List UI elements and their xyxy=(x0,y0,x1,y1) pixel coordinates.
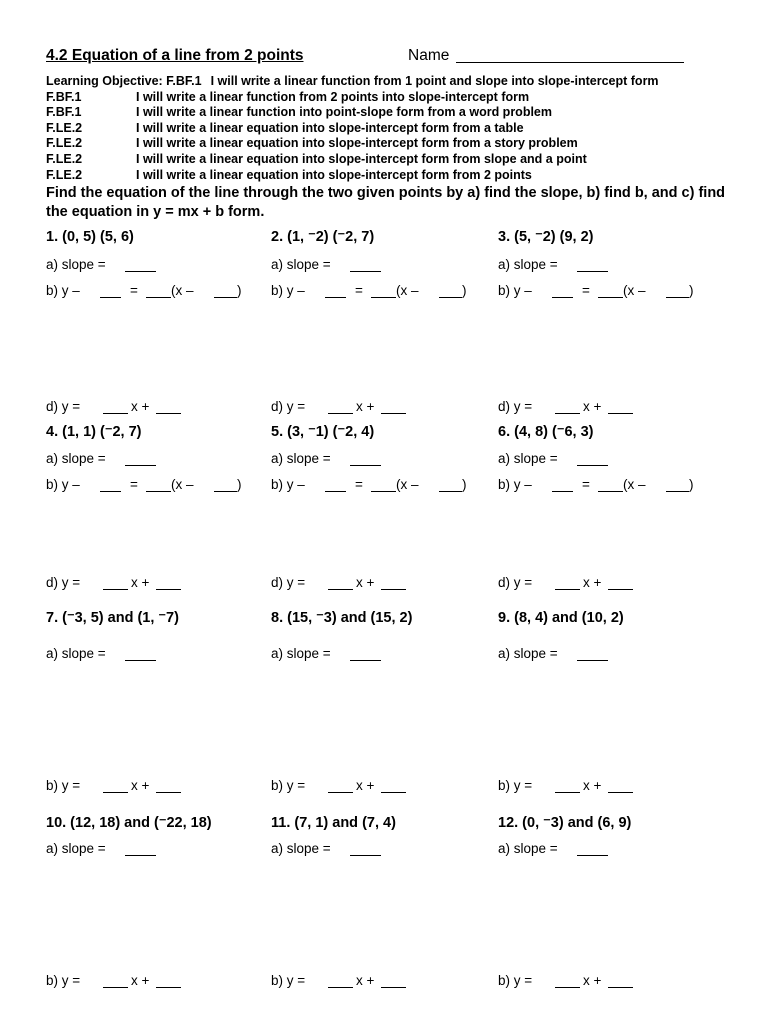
y1-blank[interactable] xyxy=(325,478,346,492)
problem-label: 11. (7, 1) and (7, 4) xyxy=(271,815,396,831)
m-blank[interactable] xyxy=(328,576,353,590)
slope-coef-blank[interactable] xyxy=(598,478,623,492)
slope-label: a) slope = xyxy=(271,451,331,466)
slope-blank[interactable] xyxy=(125,452,156,466)
equals-sign: = xyxy=(130,477,138,492)
b-blank[interactable] xyxy=(608,576,633,590)
slope-label: a) slope = xyxy=(498,646,558,661)
name-label: Name xyxy=(408,47,450,64)
name-field[interactable] xyxy=(456,62,684,63)
point-slope-label: b) y – xyxy=(271,477,305,492)
objective-text: I will write a linear equation into slope-intercept form from slope and a point xyxy=(136,151,587,166)
slope-blank[interactable] xyxy=(350,258,381,272)
equation-label: b) y = xyxy=(498,973,533,988)
x-plus-label: x + xyxy=(356,973,375,988)
close-paren: ) xyxy=(462,477,467,492)
equation-label: b) y = xyxy=(46,973,81,988)
objective-row xyxy=(46,90,659,106)
x-plus-label: x + xyxy=(356,778,375,793)
point-slope-label: b) y – xyxy=(46,477,80,492)
x-plus-label: x + xyxy=(356,399,375,414)
x-plus-label: x + xyxy=(131,973,150,988)
slope-label: a) slope = xyxy=(498,257,558,272)
slope-blank[interactable] xyxy=(350,647,381,661)
slope-blank[interactable] xyxy=(125,842,156,856)
close-paren: ) xyxy=(689,283,694,298)
x-minus-label: (x – xyxy=(171,477,194,492)
slope-label: a) slope = xyxy=(46,451,106,466)
m-blank[interactable] xyxy=(328,779,353,793)
point-slope-label: b) y – xyxy=(46,283,80,298)
b-blank[interactable] xyxy=(156,400,181,414)
objective-row xyxy=(46,121,659,137)
y1-blank[interactable] xyxy=(552,478,573,492)
x-minus-label: (x – xyxy=(396,283,419,298)
objective-row xyxy=(46,74,659,90)
equation-label: d) y = xyxy=(46,399,81,414)
m-blank[interactable] xyxy=(555,576,580,590)
objective-text: I will write a linear function into point-slope form from a word problem xyxy=(136,105,552,120)
slope-coef-blank[interactable] xyxy=(371,284,396,298)
x-plus-label: x + xyxy=(356,575,375,590)
b-blank[interactable] xyxy=(381,779,406,793)
m-blank[interactable] xyxy=(555,400,580,414)
close-paren: ) xyxy=(237,477,242,492)
problem-label: 6. (4, 8) (⁻6, 3) xyxy=(498,424,594,440)
equation-label: b) y = xyxy=(498,778,533,793)
m-blank[interactable] xyxy=(103,974,128,988)
instructions: Find the equation of the line through the two given points by a) find the slope, b) find b, and c) find the equation in y = mx + b form. xyxy=(46,185,726,220)
b-blank[interactable] xyxy=(608,974,633,988)
x-minus-label: (x – xyxy=(623,477,646,492)
x-plus-label: x + xyxy=(131,399,150,414)
equals-sign: = xyxy=(582,477,590,492)
slope-label: a) slope = xyxy=(498,841,558,856)
equation-label: d) y = xyxy=(498,575,533,590)
x-minus-label: (x – xyxy=(623,283,646,298)
objective-row xyxy=(46,105,659,121)
x1-blank[interactable] xyxy=(666,284,689,298)
objective-text: I will write a linear equation into slope-intercept form from a table xyxy=(136,120,524,135)
problem-label: 8. (15, ⁻3) and (15, 2) xyxy=(271,610,413,626)
problem-label: 2. (1, ⁻2) (⁻2, 7) xyxy=(271,229,375,245)
learning-objectives xyxy=(46,74,659,183)
b-blank[interactable] xyxy=(156,779,181,793)
slope-coef-blank[interactable] xyxy=(146,478,171,492)
slope-label: a) slope = xyxy=(498,451,558,466)
slope-blank[interactable] xyxy=(125,647,156,661)
slope-label: a) slope = xyxy=(46,257,106,272)
equation-label: d) y = xyxy=(271,399,306,414)
worksheet-title: 4.2 Equation of a line from 2 points xyxy=(46,47,304,64)
slope-blank[interactable] xyxy=(577,842,608,856)
objective-text: I will write a linear equation into slope-intercept form from a story problem xyxy=(136,136,578,151)
problem-label: 3. (5, ⁻2) (9, 2) xyxy=(498,229,594,245)
equation-label: d) y = xyxy=(46,575,81,590)
slope-coef-blank[interactable] xyxy=(371,478,396,492)
equals-sign: = xyxy=(355,477,363,492)
x-plus-label: x + xyxy=(583,399,602,414)
m-blank[interactable] xyxy=(103,400,128,414)
x1-blank[interactable] xyxy=(439,478,462,492)
y1-blank[interactable] xyxy=(100,478,121,492)
m-blank[interactable] xyxy=(103,779,128,793)
slope-blank[interactable] xyxy=(577,258,608,272)
slope-coef-blank[interactable] xyxy=(598,284,623,298)
slope-label: a) slope = xyxy=(271,646,331,661)
y1-blank[interactable] xyxy=(100,284,121,298)
b-blank[interactable] xyxy=(381,400,406,414)
close-paren: ) xyxy=(462,283,467,298)
objective-row xyxy=(46,168,659,184)
problem-label: 10. (12, 18) and (⁻22, 18) xyxy=(46,815,212,831)
equation-label: b) y = xyxy=(271,778,306,793)
objective-code: Learning Objective: F.BF.1 xyxy=(46,74,202,88)
x-plus-label: x + xyxy=(131,575,150,590)
slope-blank[interactable] xyxy=(577,647,608,661)
x1-blank[interactable] xyxy=(666,478,689,492)
slope-label: a) slope = xyxy=(271,257,331,272)
problem-label: 7. (⁻3, 5) and (1, ⁻7) xyxy=(46,610,179,626)
x-plus-label: x + xyxy=(583,778,602,793)
b-blank[interactable] xyxy=(381,974,406,988)
m-blank[interactable] xyxy=(328,974,353,988)
x-minus-label: (x – xyxy=(396,477,419,492)
objective-code: F.LE.2 xyxy=(46,120,83,135)
x-plus-label: x + xyxy=(131,778,150,793)
point-slope-label: b) y – xyxy=(498,477,532,492)
x-minus-label: (x – xyxy=(171,283,194,298)
problem-label: 5. (3, ⁻1) (⁻2, 4) xyxy=(271,424,375,440)
slope-blank[interactable] xyxy=(577,452,608,466)
problem-label: 9. (8, 4) and (10, 2) xyxy=(498,610,624,626)
equals-sign: = xyxy=(355,283,363,298)
equation-label: d) y = xyxy=(498,399,533,414)
objective-code: F.BF.1 xyxy=(46,89,82,104)
x1-blank[interactable] xyxy=(214,284,237,298)
equation-label: b) y = xyxy=(271,973,306,988)
m-blank[interactable] xyxy=(555,779,580,793)
y1-blank[interactable] xyxy=(552,284,573,298)
objective-text: I will write a linear function from 1 point and slope into slope-intercept form xyxy=(210,74,659,88)
objective-code: F.LE.2 xyxy=(46,167,83,182)
x-plus-label: x + xyxy=(583,973,602,988)
close-paren: ) xyxy=(237,283,242,298)
b-blank[interactable] xyxy=(156,974,181,988)
slope-label: a) slope = xyxy=(271,841,331,856)
m-blank[interactable] xyxy=(103,576,128,590)
point-slope-label: b) y – xyxy=(271,283,305,298)
x1-blank[interactable] xyxy=(214,478,237,492)
objective-code: F.LE.2 xyxy=(46,151,83,166)
objective-row xyxy=(46,136,659,152)
slope-blank[interactable] xyxy=(350,452,381,466)
objective-code: F.LE.2 xyxy=(46,136,83,151)
b-blank[interactable] xyxy=(608,400,633,414)
objective-row xyxy=(46,152,659,168)
slope-blank[interactable] xyxy=(125,258,156,272)
problem-label: 4. (1, 1) (⁻2, 7) xyxy=(46,424,142,440)
b-blank[interactable] xyxy=(381,576,406,590)
problem-label: 12. (0, ⁻3) and (6, 9) xyxy=(498,815,632,831)
point-slope-label: b) y – xyxy=(498,283,532,298)
m-blank[interactable] xyxy=(328,400,353,414)
equals-sign: = xyxy=(130,283,138,298)
b-blank[interactable] xyxy=(156,576,181,590)
objective-code: F.BF.1 xyxy=(46,105,82,120)
equals-sign: = xyxy=(582,283,590,298)
x1-blank[interactable] xyxy=(439,284,462,298)
objective-text: I will write a linear equation into slope-intercept form from 2 points xyxy=(136,167,532,182)
problem-label: 1. (0, 5) (5, 6) xyxy=(46,229,134,245)
slope-label: a) slope = xyxy=(46,646,106,661)
equation-label: b) y = xyxy=(46,778,81,793)
equation-label: d) y = xyxy=(271,575,306,590)
slope-coef-blank[interactable] xyxy=(146,284,171,298)
x-plus-label: x + xyxy=(583,575,602,590)
slope-label: a) slope = xyxy=(46,841,106,856)
b-blank[interactable] xyxy=(608,779,633,793)
objective-text: I will write a linear function from 2 points into slope-intercept form xyxy=(136,89,530,104)
m-blank[interactable] xyxy=(555,974,580,988)
close-paren: ) xyxy=(689,477,694,492)
slope-blank[interactable] xyxy=(350,842,381,856)
y1-blank[interactable] xyxy=(325,284,346,298)
